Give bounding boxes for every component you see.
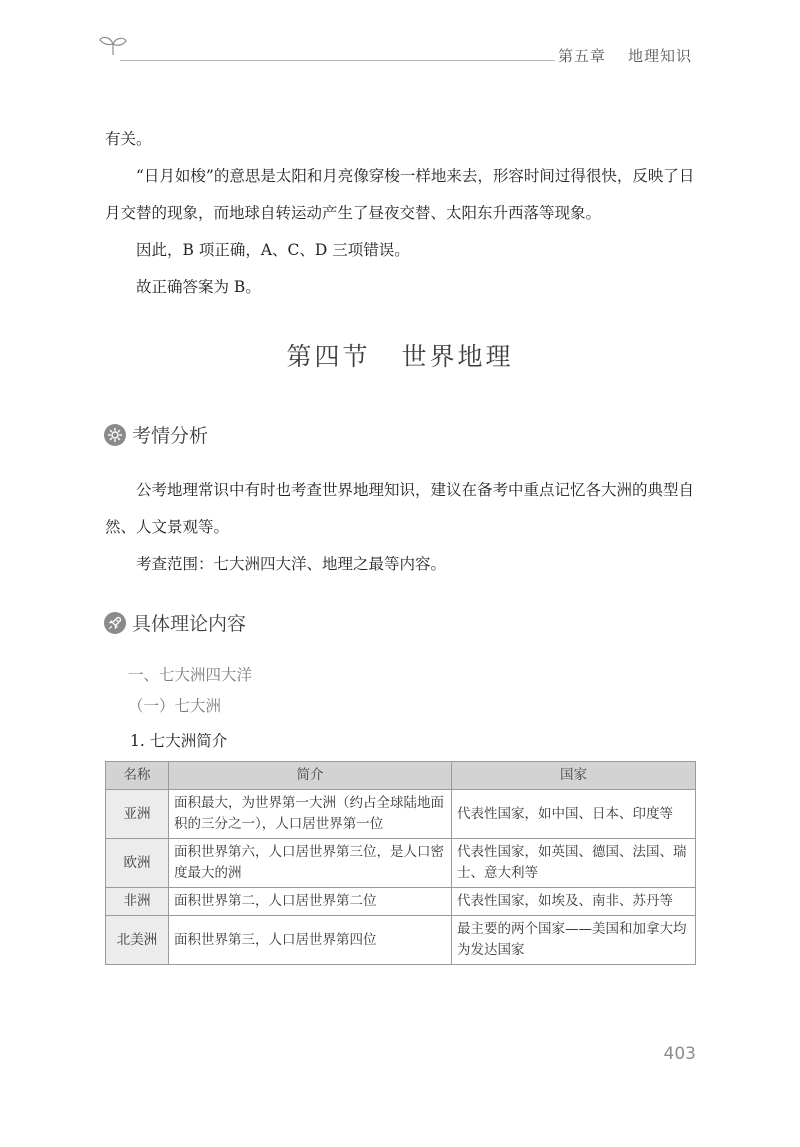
table-header-row (106, 762, 696, 790)
chapter-number: 第五章 (557, 47, 606, 65)
column-header: 简介 (169, 762, 452, 790)
continent-name: 亚洲 (106, 790, 169, 839)
chapter-title: 地理知识 (627, 47, 692, 65)
continent-description: 面积世界第三，人口居世界第四位 (169, 916, 452, 965)
section-title: 第四节 世界地理 (286, 342, 514, 371)
paragraph: 考查范围：七大洲四大洋、地理之最等内容。 (136, 555, 447, 573)
rocket-icon (104, 612, 126, 634)
table-row (106, 790, 696, 839)
column-header: 名称 (106, 762, 169, 790)
header-rule (120, 60, 555, 61)
continent-description: 面积世界第二，人口居世界第二位 (169, 888, 452, 916)
continent-description: 面积最大，为世界第一大洲（约占全球陆地面积的三分之一），人口居世界第一位 (169, 790, 452, 839)
table-row (106, 916, 696, 965)
continent-countries: 代表性国家，如中国、日本、印度等 (452, 790, 696, 839)
paragraph: 故正确答案为 B。 (136, 278, 261, 296)
column-header: 国家 (452, 762, 696, 790)
sprout-icon (98, 34, 128, 56)
heading-level-1: 一、七大洲四大洋 (128, 666, 253, 684)
page-number: 403 (663, 1044, 696, 1064)
heading-level-3: 1. 七大洲简介 (130, 732, 228, 750)
subhead-label: 考情分析 (132, 425, 209, 447)
continent-countries: 代表性国家，如英国、德国、法国、瑞士、意大利等 (452, 839, 696, 888)
theory-heading (104, 609, 246, 636)
answer-explanation (105, 121, 695, 306)
paragraph: 有关。 (105, 130, 152, 148)
paragraph: 公考地理常识中有时也考查世界地理知识，建议在备考中重点记忆各大洲的典型自然、人文景观等。 (105, 481, 695, 536)
exam-analysis-heading (104, 421, 208, 448)
table-row (106, 839, 696, 888)
continent-name: 北美洲 (106, 916, 169, 965)
heading-level-2: （一）七大洲 (128, 697, 222, 715)
subhead-label: 具体理论内容 (132, 613, 247, 635)
continent-countries: 最主要的两个国家——美国和加拿大均为发达国家 (452, 916, 696, 965)
table-row (106, 888, 696, 916)
running-header (558, 45, 692, 66)
exam-analysis-text (105, 472, 695, 583)
continent-description: 面积世界第六，人口居世界第三位，是人口密度最大的洲 (169, 839, 452, 888)
continent-name: 非洲 (106, 888, 169, 916)
paragraph: 因此，B 项正确，A、C、D 三项错误。 (136, 241, 410, 259)
continents-table (105, 761, 696, 965)
paragraph: “日月如梭”的意思是太阳和月亮像穿梭一样地来去，形容时间过得很快，反映了日月交替的现象，而地球自转运动产生了昼夜交替、太阳东升西落等现象。 (105, 167, 695, 222)
continent-name: 欧洲 (106, 839, 169, 888)
continent-countries: 代表性国家，如埃及、南非、苏丹等 (452, 888, 696, 916)
sun-icon (104, 424, 126, 446)
